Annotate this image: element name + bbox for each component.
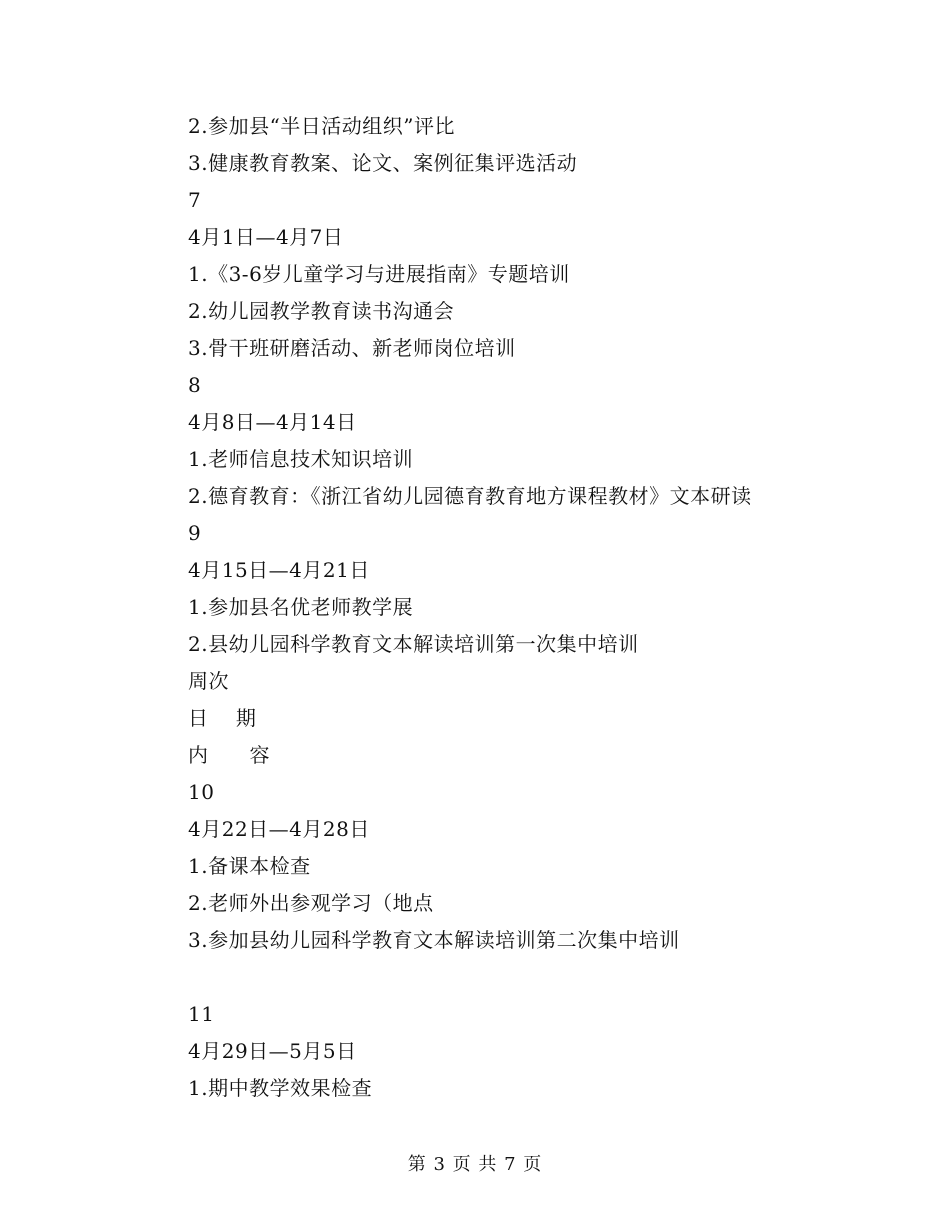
text-line: 2.老师外出参观学习（地点 bbox=[188, 891, 434, 915]
week-number: 11 bbox=[188, 1002, 215, 1026]
table-header-content: 内 容 bbox=[188, 743, 270, 767]
week-number: 10 bbox=[188, 780, 215, 804]
text-line: 1.《3-6岁儿童学习与进展指南》专题培训 bbox=[188, 262, 570, 286]
text-line: 2.德育教育：《浙江省幼儿园德育教育地方课程教材》文本研读 bbox=[188, 484, 752, 508]
text-line: 1.期中教学效果检查 bbox=[188, 1076, 373, 1100]
text-line: 3.参加县幼儿园科学教育文本解读培训第二次集中培训 bbox=[188, 928, 680, 952]
page-footer: 第 3 页 共 7 页 bbox=[407, 1154, 543, 1175]
week-number: 8 bbox=[188, 373, 202, 397]
date-range: 4月22日—4月28日 bbox=[188, 817, 370, 841]
text-line: 1.备课本检查 bbox=[188, 854, 311, 878]
week-number: 9 bbox=[188, 521, 202, 545]
text-line: 1.参加县名优老师教学展 bbox=[188, 595, 414, 619]
text-line: 1.老师信息技术知识培训 bbox=[188, 447, 414, 471]
table-header-date: 日 期 bbox=[188, 706, 257, 730]
text-line: 2.幼儿园教学教育读书沟通会 bbox=[188, 299, 455, 323]
text-line: 3.骨干班研磨活动、新老师岗位培训 bbox=[188, 336, 516, 360]
text-line: 2.县幼儿园科学教育文本解读培训第一次集中培训 bbox=[188, 632, 639, 656]
table-header-week: 周次 bbox=[188, 669, 229, 693]
text-line: 2.参加县“半日活动组织”评比 bbox=[188, 114, 456, 138]
date-range: 4月15日—4月21日 bbox=[188, 558, 370, 582]
blank-line bbox=[188, 959, 908, 996]
document-body bbox=[188, 108, 908, 1107]
date-range: 4月1日—4月7日 bbox=[188, 225, 344, 249]
date-range: 4月8日—4月14日 bbox=[188, 410, 357, 434]
text-line: 3.健康教育教案、论文、案例征集评选活动 bbox=[188, 151, 578, 175]
date-range: 4月29日—5月5日 bbox=[188, 1039, 357, 1063]
week-number: 7 bbox=[188, 188, 202, 212]
